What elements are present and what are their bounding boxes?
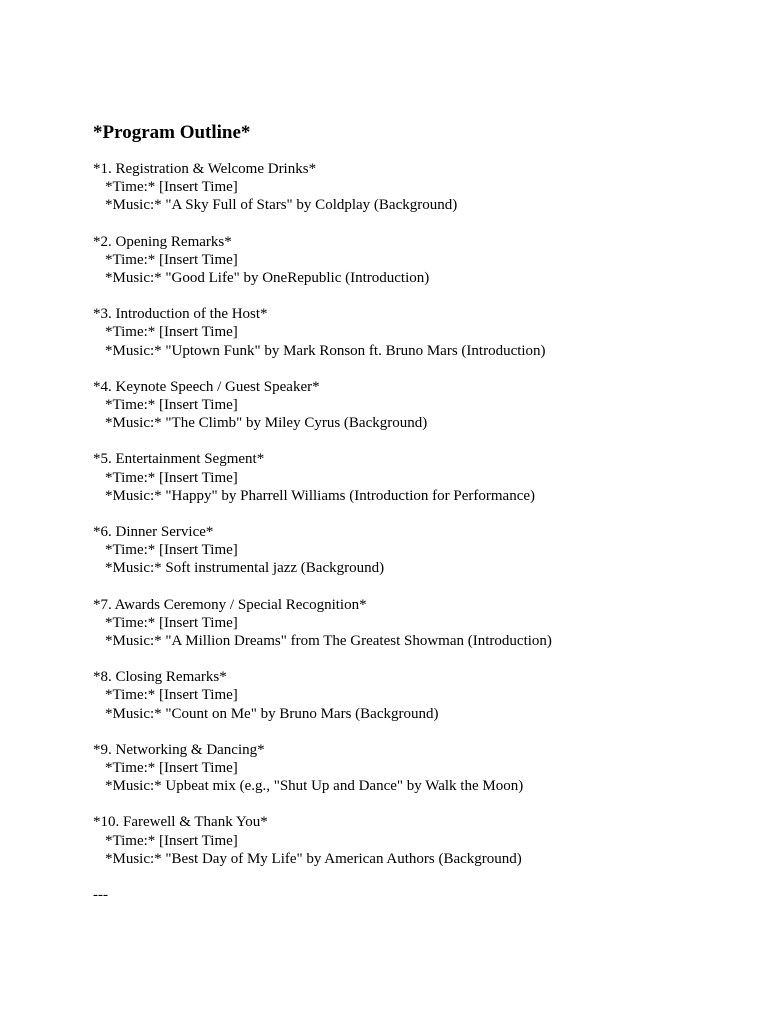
item-time: *Time:* [Insert Time]: [105, 760, 238, 777]
page-title: *Program Outline*: [93, 122, 251, 143]
item-time: *Time:* [Insert Time]: [105, 251, 238, 268]
program-item-8: [93, 668, 733, 723]
item-heading: *10. Farewell & Thank You*: [93, 814, 268, 831]
program-item-9: [93, 741, 733, 796]
program-item-6: [93, 523, 733, 578]
item-time: *Time:* [Insert Time]: [105, 179, 238, 196]
item-music: *Music:* "The Climb" by Miley Cyrus (Background): [105, 415, 428, 432]
program-item-4: [93, 378, 733, 433]
item-time: *Time:* [Insert Time]: [105, 614, 238, 631]
item-heading: *4. Keynote Speech / Guest Speaker*: [93, 378, 320, 395]
item-music: *Music:* "A Sky Full of Stars" by Coldplay (Background): [105, 197, 458, 214]
item-time: *Time:* [Insert Time]: [105, 397, 238, 414]
item-music: *Music:* Upbeat mix (e.g., "Shut Up and Dance" by Walk the Moon): [105, 778, 524, 795]
item-music: *Music:* "Best Day of My Life" by American Authors (Background): [105, 850, 522, 867]
item-music: *Music:* "Happy" by Pharrell Williams (Introduction for Performance): [105, 487, 536, 504]
item-time: *Time:* [Insert Time]: [105, 687, 238, 704]
item-music: *Music:* Soft instrumental jazz (Background): [105, 560, 385, 577]
item-time: *Time:* [Insert Time]: [105, 832, 238, 849]
program-item-2: [93, 233, 733, 288]
item-music: *Music:* "Uptown Funk" by Mark Ronson ft. Bruno Mars (Introduction): [105, 342, 546, 359]
item-music: *Music:* "Count on Me" by Bruno Mars (Background): [105, 705, 439, 722]
program-item-1: [93, 160, 733, 215]
item-heading: *6. Dinner Service*: [93, 524, 214, 541]
item-heading: *8. Closing Remarks*: [93, 669, 227, 686]
item-time: *Time:* [Insert Time]: [105, 324, 238, 341]
item-heading: *9. Networking & Dancing*: [93, 741, 265, 758]
section-divider: ---: [93, 887, 108, 904]
program-item-7: [93, 596, 733, 651]
program-item-3: [93, 305, 733, 360]
program-item-5: [93, 450, 733, 505]
item-time: *Time:* [Insert Time]: [105, 469, 238, 486]
item-heading: *5. Entertainment Segment*: [93, 451, 265, 468]
program-item-10: [93, 813, 733, 868]
item-music: *Music:* "A Million Dreams" from The Greatest Showman (Introduction): [105, 633, 552, 650]
item-music: *Music:* "Good Life" by OneRepublic (Introduction): [105, 270, 430, 287]
item-time: *Time:* [Insert Time]: [105, 542, 238, 559]
item-heading: *7. Awards Ceremony / Special Recognition*: [93, 596, 367, 613]
item-heading: *1. Registration & Welcome Drinks*: [93, 161, 317, 177]
document-page: [93, 121, 733, 904]
item-heading: *2. Opening Remarks*: [93, 233, 232, 250]
item-heading: *3. Introduction of the Host*: [93, 306, 268, 323]
